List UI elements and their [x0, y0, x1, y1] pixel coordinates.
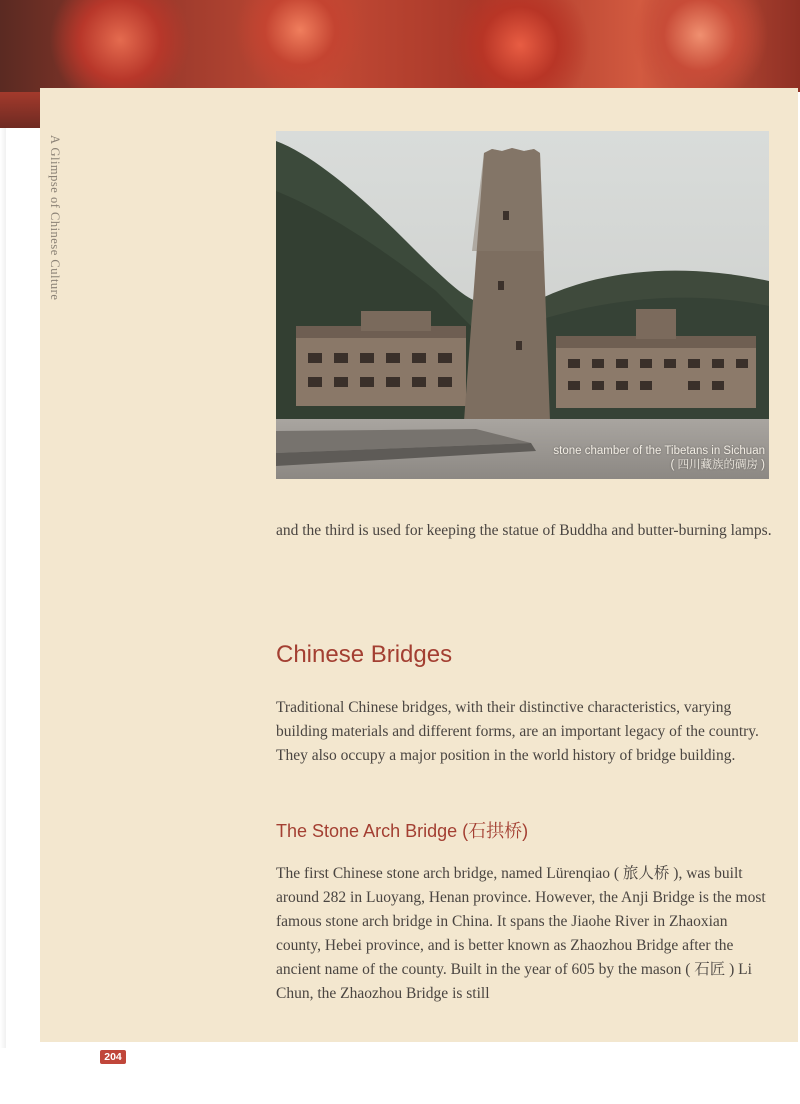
decorative-banner-tail	[0, 92, 40, 128]
page-number: 204	[100, 1050, 126, 1064]
caption-english: stone chamber of the Tibetans in Sichuan	[553, 445, 765, 457]
caption-chinese: ( 四川藏族的碉房 )	[670, 459, 765, 471]
intro-paragraph: and the third is used for keeping the statue of Buddha and butter-burning lamps.	[276, 522, 772, 539]
decorative-top-banner	[0, 0, 800, 92]
tibetan-stone-chamber-photo	[276, 131, 769, 479]
section-title: Chinese Bridges	[276, 641, 453, 668]
subsection-paragraph: The first Chinese stone arch bridge, named Lürenqiao ( 旅人桥 ), was built around 282 in Luoyang, Henan province. However, the Anji Bridge is the most famous stone arch bridge in China. It spans the Jiaohe River in Zhaoxian county, Hebei province, and is better known as Zhaozhou Bridge after the ancient name of the county. Built in the year of 605 by the mason ( 石匠 ) Li Chun, the Zhaozhou Bridge is still	[276, 865, 766, 1002]
photo-illustration	[276, 131, 769, 479]
running-title: A Glimpse of Chinese Culture	[48, 135, 62, 301]
page-edge	[0, 128, 6, 1048]
section-paragraph: Traditional Chinese bridges, with their distinctive characteristics, varying building materials and different forms, are an important legacy of the country. They also occupy a major position in the world history of bridge building.	[276, 699, 759, 764]
photo-caption	[553, 444, 765, 472]
subsection-title: The Stone Arch Bridge (石拱桥)	[276, 821, 529, 841]
